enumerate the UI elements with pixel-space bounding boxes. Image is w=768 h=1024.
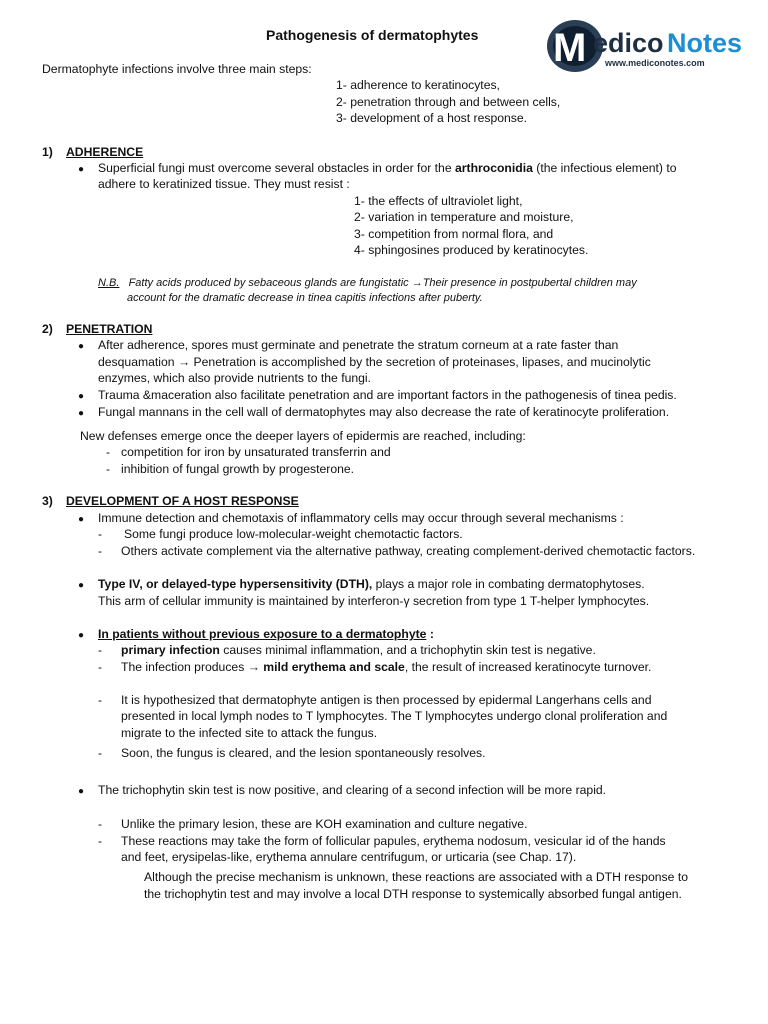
dash-icon: - — [98, 527, 103, 541]
s3-bullet-4: The trichophytin skin test is now positive, and clearing of a second infection will be more rapid. — [98, 783, 607, 797]
dash-icon: - — [98, 693, 103, 707]
dash-icon: - — [106, 462, 111, 476]
bullet-icon: ● — [78, 341, 85, 352]
resist-item: 2- variation in temperature and moisture, — [354, 210, 574, 224]
dash-icon: - — [98, 817, 103, 831]
s3-bullet-3-dash-1: primary infection causes minimal inflammation, and a trichophytin skin test is negative. — [121, 643, 596, 657]
s3-bullet-1-dash-1: Some fungi produce low-molecular-weight chemotactic factors. — [124, 527, 463, 541]
s1-bullet-1-cont: adhere to keratinized tissue. They must resist : — [98, 177, 350, 191]
s3-bullet-2: Type IV, or delayed-type hypersensitivity (DTH), plays a major role in combating dermatophytoses. — [98, 577, 645, 591]
s3-bullet-2-cont: This arm of cellular immunity is maintained by interferon-γ secretion from type 1 T-helper lymphocytes. — [98, 594, 650, 608]
bullet-icon: ● — [78, 164, 85, 175]
section-1-number: 1) — [42, 145, 53, 159]
closing-paragraph: Although the precise mechanism is unknown, these reactions are associated with a DTH response to — [144, 870, 688, 884]
dash-icon: - — [98, 643, 103, 657]
s3-bullet-4-dash-2: These reactions may take the form of follicular papules, erythema nodosum, vesicular id of the hands — [121, 834, 666, 848]
bullet-icon: ● — [78, 786, 85, 797]
s2-bullet-1-cont: desquamation → Penetration is accomplished by the secretion of proteinases, lipases, and mucinolytic — [98, 355, 651, 369]
s3-bullet-3-dash-3: It is hypothesized that dermatophyte antigen is then processed by epidermal Langerhans cells and — [121, 693, 652, 707]
section-3-number: 3) — [42, 494, 53, 508]
s3-bullet-3-dash-3-cont: presented in local lymph nodes to T lymphocytes. The T lymphocytes undergo clonal proliferation and — [121, 709, 668, 723]
s3-bullet-4-dash-2-cont: and feet, erysipelas-like, erythema annulare centrifugum, or urticaria (see Chap. 17). — [121, 850, 577, 864]
s3-bullet-4-dash-1: Unlike the primary lesion, these are KOH examination and culture negative. — [121, 817, 528, 831]
defense-item: competition for iron by unsaturated transferrin and — [121, 445, 391, 459]
page-title: Pathogenesis of dermatophytes — [266, 27, 479, 43]
dash-icon: - — [98, 746, 103, 760]
dash-icon: - — [106, 445, 111, 459]
intro-step: 3- development of a host response. — [336, 111, 528, 125]
defense-item: inhibition of fungal growth by progesterone. — [121, 462, 355, 476]
bullet-icon: ● — [78, 391, 85, 402]
svg-text:Notes: Notes — [667, 28, 743, 58]
dash-icon: - — [98, 544, 103, 558]
section-3-heading: DEVELOPMENT OF A HOST RESPONSE — [66, 494, 299, 508]
dash-icon: - — [98, 660, 103, 674]
svg-text:edico: edico — [593, 28, 664, 58]
s2-bullet-3: Fungal mannans in the cell wall of dermatophytes may also decrease the rate of keratinocyte proliferation. — [98, 405, 670, 419]
dash-icon: - — [98, 834, 103, 848]
intro-lead: Dermatophyte infections involve three main steps: — [42, 62, 312, 76]
section-2-heading: PENETRATION — [66, 322, 153, 336]
s2-bullet-1: After adherence, spores must germinate and penetrate the stratum corneum at a rate faster than — [98, 338, 619, 352]
s3-bullet-3: In patients without previous exposure to a dermatophyte : — [98, 627, 434, 641]
defenses-lead: New defenses emerge once the deeper layers of epidermis are reached, including: — [80, 429, 526, 443]
nb-note-cont: account for the dramatic decrease in tinea capitis infections after puberty. — [127, 292, 483, 304]
resist-item: 3- competition from normal flora, and — [354, 227, 554, 241]
mediconotes-logo — [545, 16, 750, 74]
s3-bullet-1-dash-2: Others activate complement via the alternative pathway, creating complement-derived chemotactic factors. — [121, 544, 696, 558]
resist-item: 4- sphingosines produced by keratinocytes. — [354, 243, 589, 257]
s3-bullet-1: Immune detection and chemotaxis of inflammatory cells may occur through several mechanisms : — [98, 511, 624, 525]
logo-url: www.mediconotes.com — [605, 58, 705, 68]
s3-bullet-3-dash-3-cont: migrate to the infected site to attack the fungus. — [121, 726, 378, 740]
s3-bullet-3-dash-4: Soon, the fungus is cleared, and the lesion spontaneously resolves. — [121, 746, 486, 760]
bullet-icon: ● — [78, 630, 85, 641]
svg-text:M: M — [553, 26, 587, 70]
s2-bullet-1-cont: enzymes, which also provide nutrients to the fungi. — [98, 371, 372, 385]
section-1-heading: ADHERENCE — [66, 145, 144, 159]
s2-bullet-2: Trauma &maceration also facilitate penetration and are important factors in the pathogenesis of tinea pedis. — [98, 388, 677, 402]
intro-step: 2- penetration through and between cells, — [336, 95, 561, 109]
section-2-number: 2) — [42, 322, 53, 336]
nb-note: N.B. Fatty acids produced by sebaceous glands are fungistatic →Their presence in postpubertal children may — [98, 277, 637, 289]
closing-paragraph-cont: the trichophytin test and may involve a local DTH response to systemically absorbed fungal antigen. — [144, 887, 682, 901]
bullet-icon: ● — [78, 580, 85, 591]
bullet-icon: ● — [78, 408, 85, 419]
intro-step: 1- adherence to keratinocytes, — [336, 78, 500, 92]
s1-bullet-1: Superficial fungi must overcome several obstacles in order for the arthroconidia (the infectious element) to — [98, 161, 677, 175]
s3-bullet-3-dash-2: The infection produces → mild erythema and scale, the result of increased keratinocyte turnover. — [121, 660, 652, 674]
bullet-icon: ● — [78, 514, 85, 525]
resist-item: 1- the effects of ultraviolet light, — [354, 194, 523, 208]
